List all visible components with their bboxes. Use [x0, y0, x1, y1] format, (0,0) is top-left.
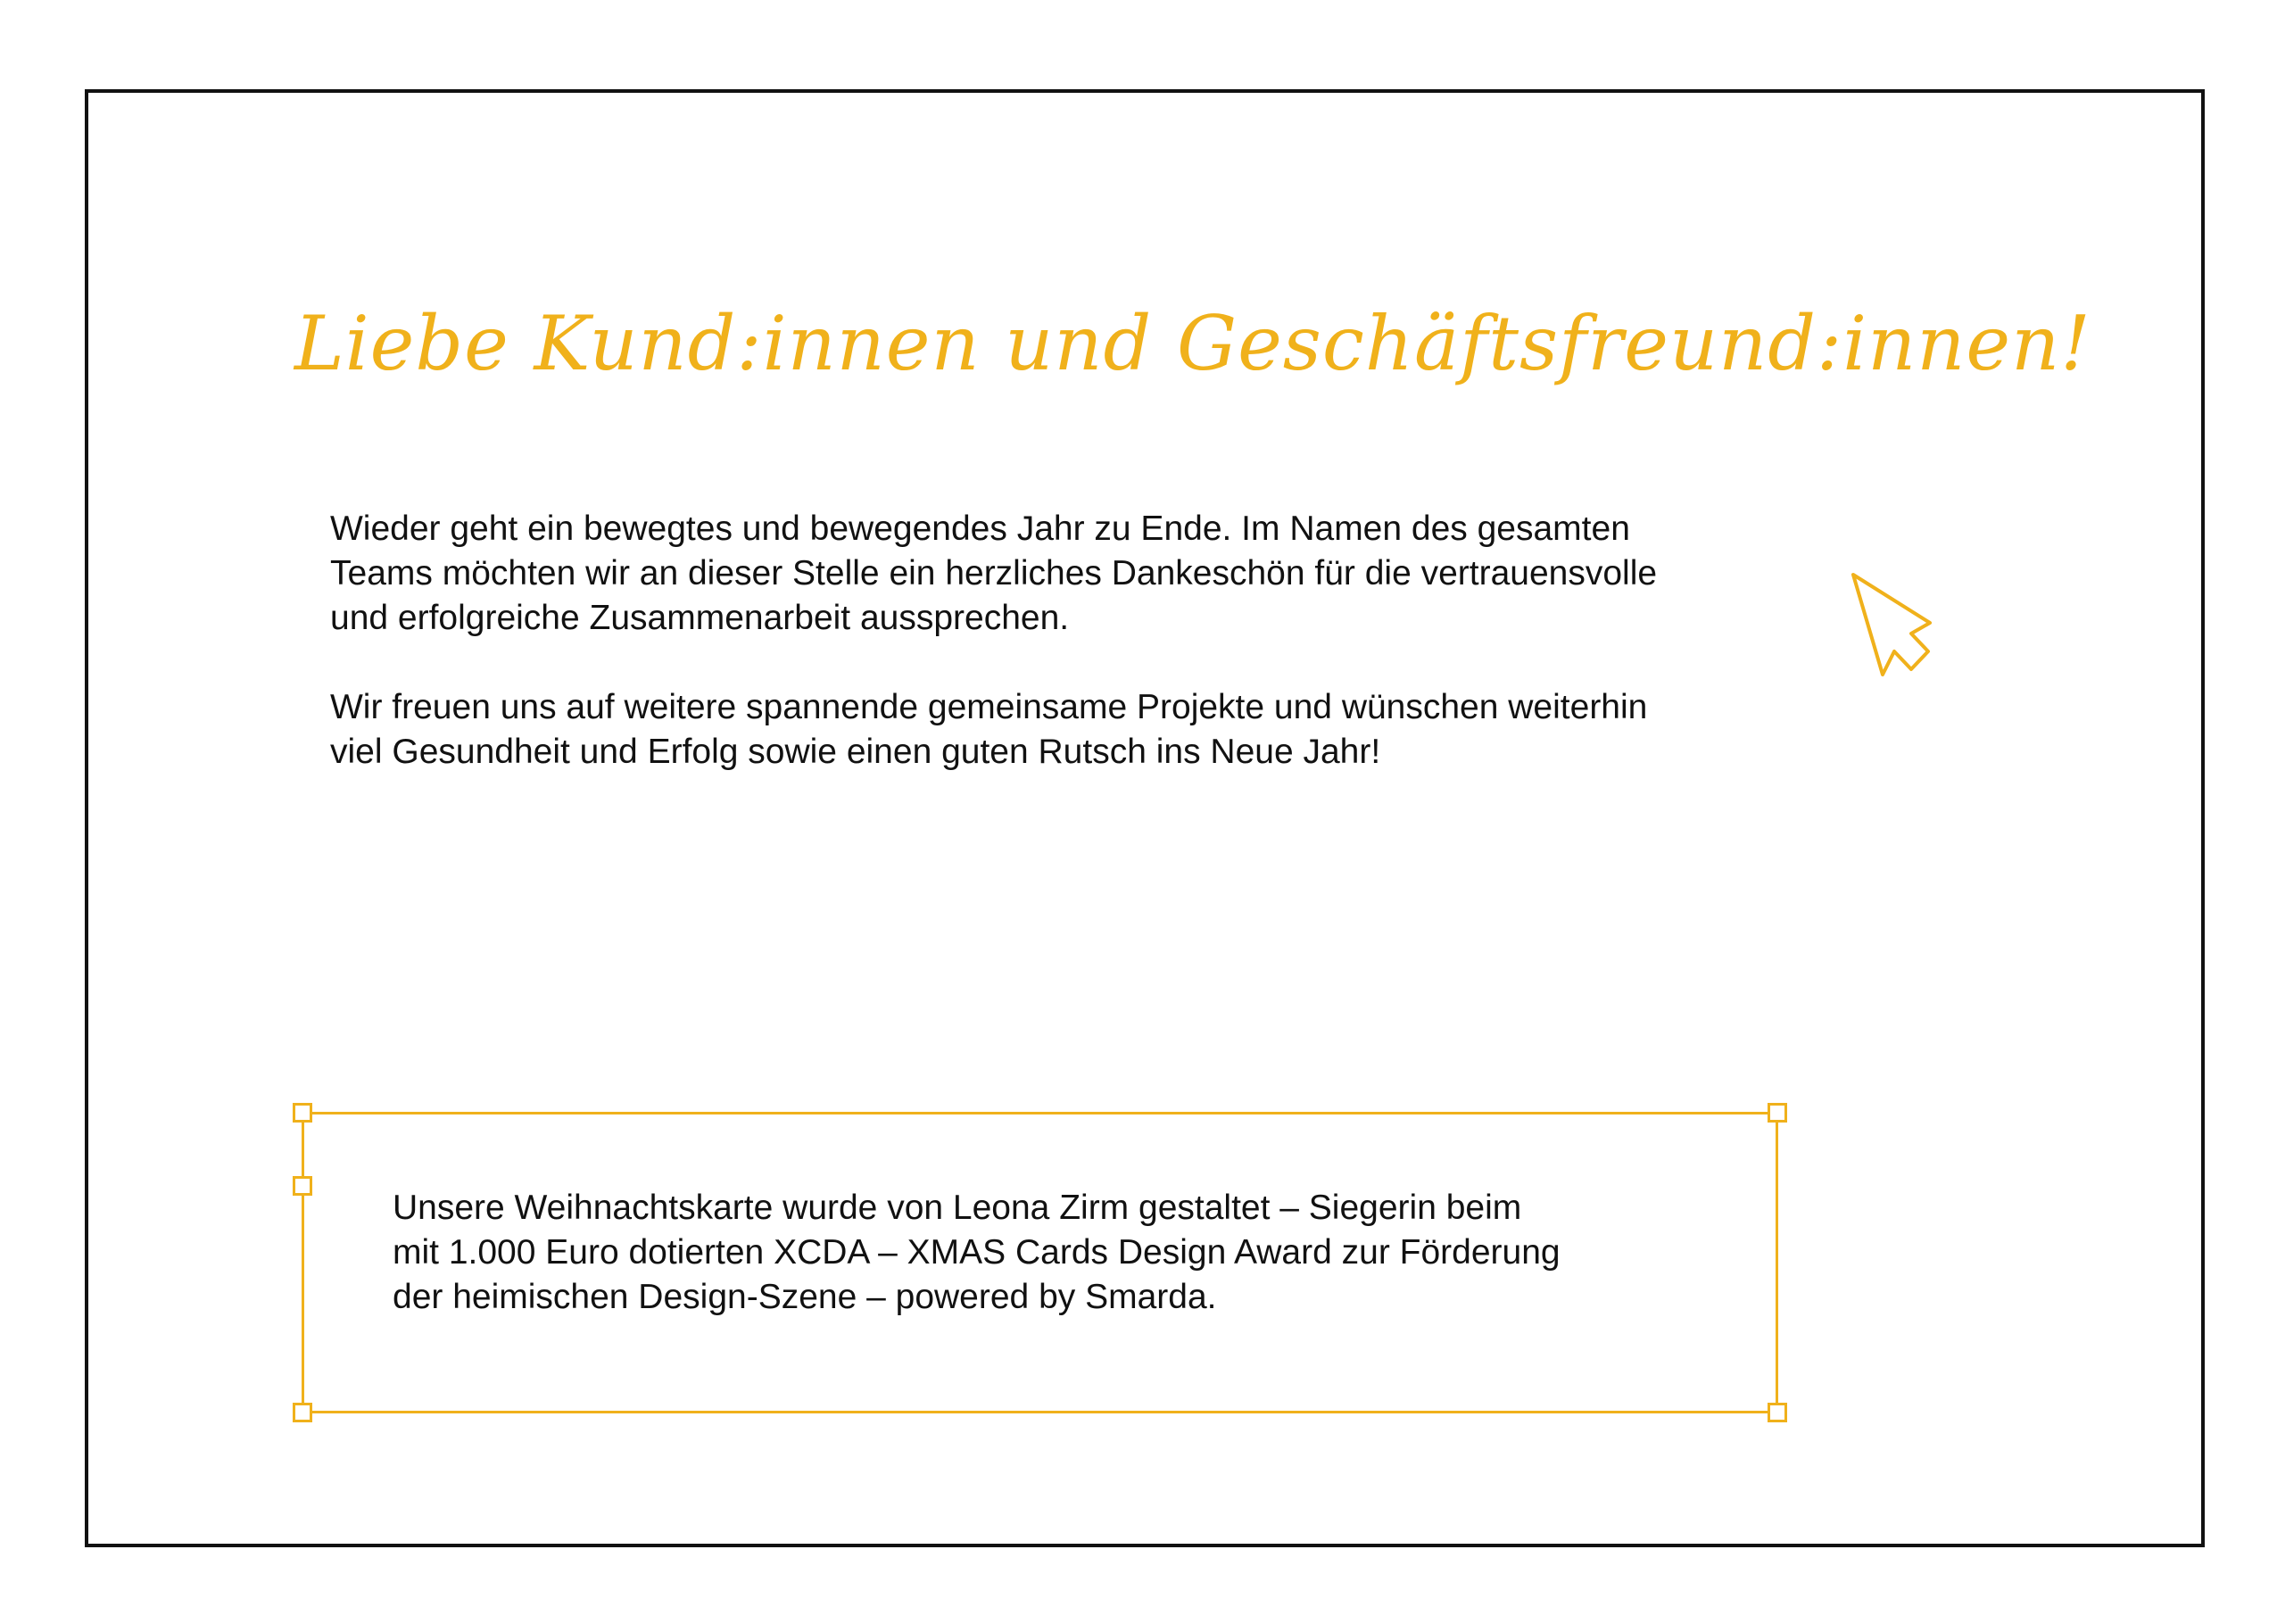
- card-message: [330, 507, 1758, 819]
- greeting-heading: Liebe Kund:innen und Geschäftsfreund:innen!: [294, 300, 2091, 387]
- resize-handle-bottom-left[interactable]: [293, 1403, 312, 1422]
- resize-handle-top-left[interactable]: [293, 1103, 312, 1123]
- message-paragraph: Wieder geht ein bewegtes und bewegendes Jahr zu Ende. Im Namen des gesamten Teams möchten wir an dieser Stelle ein herzliches Dankeschön für die vertrauensvolle und erfolgreiche Zusammenarbeit aussprechen.: [330, 510, 1658, 637]
- pointer-cursor-icon: [1847, 569, 1936, 685]
- pointer-cursor-outline: [1853, 575, 1930, 675]
- resize-handle-top-right[interactable]: [1768, 1103, 1787, 1123]
- resize-handle-left[interactable]: [293, 1176, 312, 1196]
- resize-handle-bottom-right[interactable]: [1768, 1403, 1787, 1422]
- design-credits-text[interactable]: Unsere Weihnachtskarte wurde von Leona Zirm gestaltet – Siegerin beim mit 1.000 Euro dotierten XCDA – XMAS Cards Design Award zur Förderung der heimischen Design-Szene – powered by Smarda.: [393, 1189, 1561, 1316]
- message-paragraph: Wir freuen uns auf weitere spannende gemeinsame Projekte und wünschen weiterhin viel Gesundheit und Erfolg sowie einen guten Rutsch ins Neue Jahr!: [330, 688, 1648, 771]
